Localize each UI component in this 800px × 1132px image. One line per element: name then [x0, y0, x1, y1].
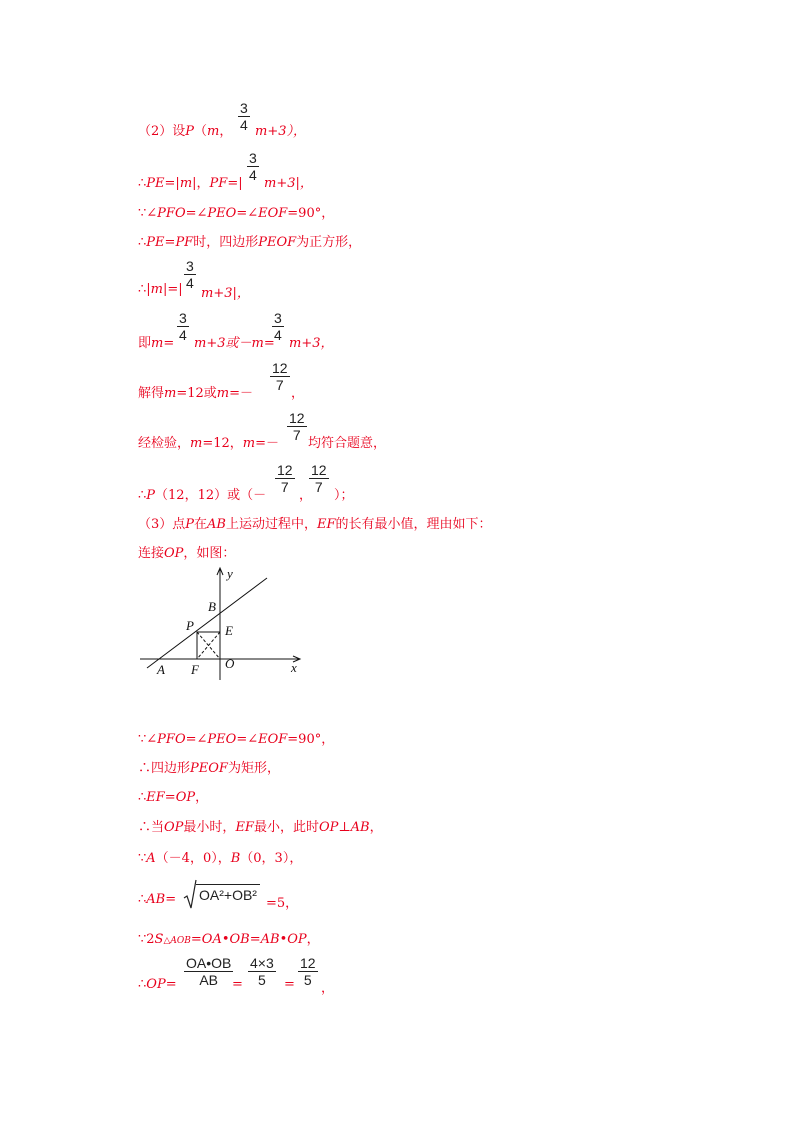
line-11 [0, 542, 800, 560]
var: PFO [157, 732, 186, 747]
denominator: 4 [179, 327, 187, 343]
var: P [185, 517, 195, 532]
var-m: m [207, 124, 220, 139]
denominator: 7 [275, 478, 295, 495]
denominator: 7 [270, 376, 290, 393]
text: = [165, 892, 177, 907]
fraction-12-7 [287, 410, 307, 443]
text: 最小时， [183, 820, 236, 835]
text: =5， [266, 896, 299, 911]
var: m [251, 336, 264, 351]
numerator: 12 [289, 410, 305, 426]
var: PEO [207, 732, 237, 747]
fraction-12-7 [275, 462, 295, 495]
label-y: y [227, 566, 233, 581]
text: • [221, 932, 230, 947]
text: 解得 [138, 386, 165, 401]
text: ∵ [138, 851, 147, 866]
var: PEOF [190, 761, 228, 776]
text: =－ [255, 436, 280, 451]
var: OP [164, 820, 184, 835]
var: PF [175, 235, 194, 250]
line-17 [0, 878, 800, 912]
text: = [163, 336, 175, 351]
var: AB [207, 517, 226, 532]
text: ∴四边形 [138, 761, 191, 776]
text: |=| [162, 282, 183, 297]
text: =12或 [176, 386, 217, 401]
var: AB [350, 820, 370, 835]
line-15 [0, 816, 800, 834]
denominator: 4 [240, 117, 248, 133]
denominator: 4 [274, 327, 282, 343]
line-5 [0, 258, 800, 301]
var-p: P [185, 124, 195, 139]
text: ⊥ [338, 820, 351, 835]
text: =∠ [236, 732, 259, 747]
text: = [232, 977, 243, 992]
var: OA [201, 932, 222, 947]
text: ∴当 [138, 820, 165, 835]
var: A [146, 851, 156, 866]
var: OP [146, 977, 166, 992]
text: 在 [194, 517, 208, 532]
text: 的长有最小值，理由如下： [335, 517, 492, 532]
text: 经检验， [138, 436, 191, 451]
text: = [284, 977, 295, 992]
line-16 [0, 847, 800, 865]
text: ， [299, 488, 313, 503]
numerator: 3 [274, 310, 282, 326]
text: ， [369, 820, 383, 835]
text: 均符合题意， [308, 436, 387, 451]
var: EF [317, 517, 336, 532]
line-9 [0, 462, 800, 502]
line-14 [0, 786, 800, 804]
denominator: 7 [287, 426, 307, 443]
line-6 [0, 310, 800, 350]
text: ， [306, 932, 320, 947]
var: OB [229, 932, 250, 947]
text: m+3|， [264, 176, 313, 191]
var: B [230, 851, 241, 866]
text: =12， [202, 436, 243, 451]
text: = [190, 932, 202, 947]
line-8 [0, 410, 800, 450]
text: ∵2 [138, 932, 155, 947]
fraction-oaob-ab [184, 955, 233, 988]
var: EOF [258, 206, 288, 221]
label-e: E [225, 623, 233, 638]
denominator: 5 [298, 971, 318, 988]
label-x: x [291, 660, 297, 675]
text: 最小，此时 [253, 820, 319, 835]
var: OP [164, 546, 184, 561]
fraction-3-4 [247, 150, 259, 183]
text: ，如图： [183, 546, 236, 561]
var: AB [260, 932, 280, 947]
text: =| [227, 176, 243, 191]
text: ∴ [138, 176, 147, 191]
text: m+3）， [255, 124, 306, 139]
line-4 [0, 231, 800, 249]
numerator: 3 [249, 150, 257, 166]
line-2 [0, 150, 800, 190]
numerator: 3 [186, 258, 194, 274]
text: ∴| [138, 282, 151, 297]
text: = [165, 977, 177, 992]
denominator: 4 [249, 167, 257, 183]
var: m [179, 176, 193, 191]
label-f: F [191, 662, 199, 677]
var: OP [287, 932, 307, 947]
numerator: 12 [272, 360, 288, 376]
line-18 [0, 928, 800, 946]
denominator: 5 [248, 971, 276, 988]
var: AB [146, 892, 166, 907]
numerator: 12 [277, 462, 293, 478]
var: PFO [157, 206, 186, 221]
coordinate-figure [135, 562, 305, 682]
text: = [164, 235, 176, 250]
denominator: 7 [309, 478, 329, 495]
var: m [190, 436, 203, 451]
text: ∴ [138, 488, 147, 503]
text: 连接 [138, 546, 165, 561]
var: m [150, 282, 163, 297]
denominator: AB [184, 971, 233, 988]
text: =－ [229, 386, 254, 401]
numerator: OA•OB [186, 955, 232, 971]
denominator: 4 [186, 275, 194, 291]
fraction-3-4 [238, 100, 250, 133]
text: ， [321, 981, 335, 996]
line-13 [0, 757, 800, 775]
text: 上运动过程中， [226, 517, 318, 532]
text: =90°， [287, 206, 335, 221]
radicand: OA²+OB² [199, 887, 257, 903]
text: = [263, 336, 275, 351]
text: （3）点 [138, 517, 186, 532]
text: （12，12）或（－ [155, 488, 267, 503]
var: EF [146, 790, 165, 805]
text: ∴ [138, 892, 147, 907]
label-o: O [225, 656, 235, 671]
text: ， [291, 386, 305, 401]
text: |， [192, 176, 210, 191]
text: （2）设 [138, 124, 186, 139]
var: PE [146, 176, 165, 191]
text: ∵∠ [138, 732, 158, 747]
text: m+3， [289, 336, 334, 351]
text: • [279, 932, 288, 947]
text: ， [195, 790, 209, 805]
text: 为矩形， [227, 761, 280, 776]
fraction-3-4 [184, 258, 196, 291]
subscript: △AOB [163, 936, 191, 946]
text: =90°， [287, 732, 335, 747]
var: PF [209, 176, 228, 191]
fraction-12-7 [270, 360, 290, 393]
label-b: B [208, 599, 216, 614]
numerator: 12 [311, 462, 327, 478]
text: =∠ [185, 732, 208, 747]
fraction-12-5 [298, 955, 318, 988]
sqrt-radicand [196, 884, 260, 903]
numerator: 12 [300, 955, 316, 971]
text: ∴ [138, 235, 147, 250]
text: ∵∠ [138, 206, 158, 221]
var: EOF [258, 732, 288, 747]
text: 时，四边形 [193, 235, 259, 250]
text: （－4，0）， [155, 851, 231, 866]
numerator: 3 [240, 100, 248, 116]
text: ∴ [138, 977, 147, 992]
fraction-3-4 [177, 310, 189, 343]
text: 为正方形， [296, 235, 362, 250]
fraction-12-7 [309, 462, 329, 495]
var: S [154, 932, 164, 947]
numerator: 3 [179, 310, 187, 326]
text: =| [164, 176, 180, 191]
text: （0，3）， [240, 851, 303, 866]
var: EF [235, 820, 254, 835]
label-p: P [186, 618, 194, 633]
var: m [151, 336, 164, 351]
line-7 [0, 360, 800, 400]
text: 即 [138, 336, 152, 351]
var: m [164, 386, 177, 401]
line-ab [147, 578, 267, 668]
text: ∴ [138, 790, 147, 805]
text: m+3|， [201, 286, 250, 301]
line-1 [0, 100, 800, 139]
var: m [242, 436, 256, 451]
text: ）； [334, 488, 354, 503]
line-19 [0, 955, 800, 995]
var: OP [175, 790, 196, 805]
text: m+3或－ [194, 336, 252, 351]
label-a: A [157, 662, 165, 677]
sqrt-radical [183, 878, 197, 910]
fraction-3-4 [272, 310, 284, 343]
var: PEOF [258, 235, 297, 250]
numerator: 4×3 [250, 955, 274, 971]
line-3 [0, 202, 800, 220]
var: m [216, 386, 230, 401]
var: PEO [207, 206, 237, 221]
text: =∠ [236, 206, 259, 221]
line-10 [0, 513, 800, 531]
text: = [164, 790, 176, 805]
text: ， [219, 124, 233, 139]
line-12 [0, 728, 800, 746]
text: =∠ [185, 206, 208, 221]
var: P [146, 488, 156, 503]
text: = [249, 932, 261, 947]
var: PE [146, 235, 165, 250]
text: （ [194, 124, 208, 139]
fraction-4x3-5 [248, 955, 276, 988]
var: OP [318, 820, 339, 835]
